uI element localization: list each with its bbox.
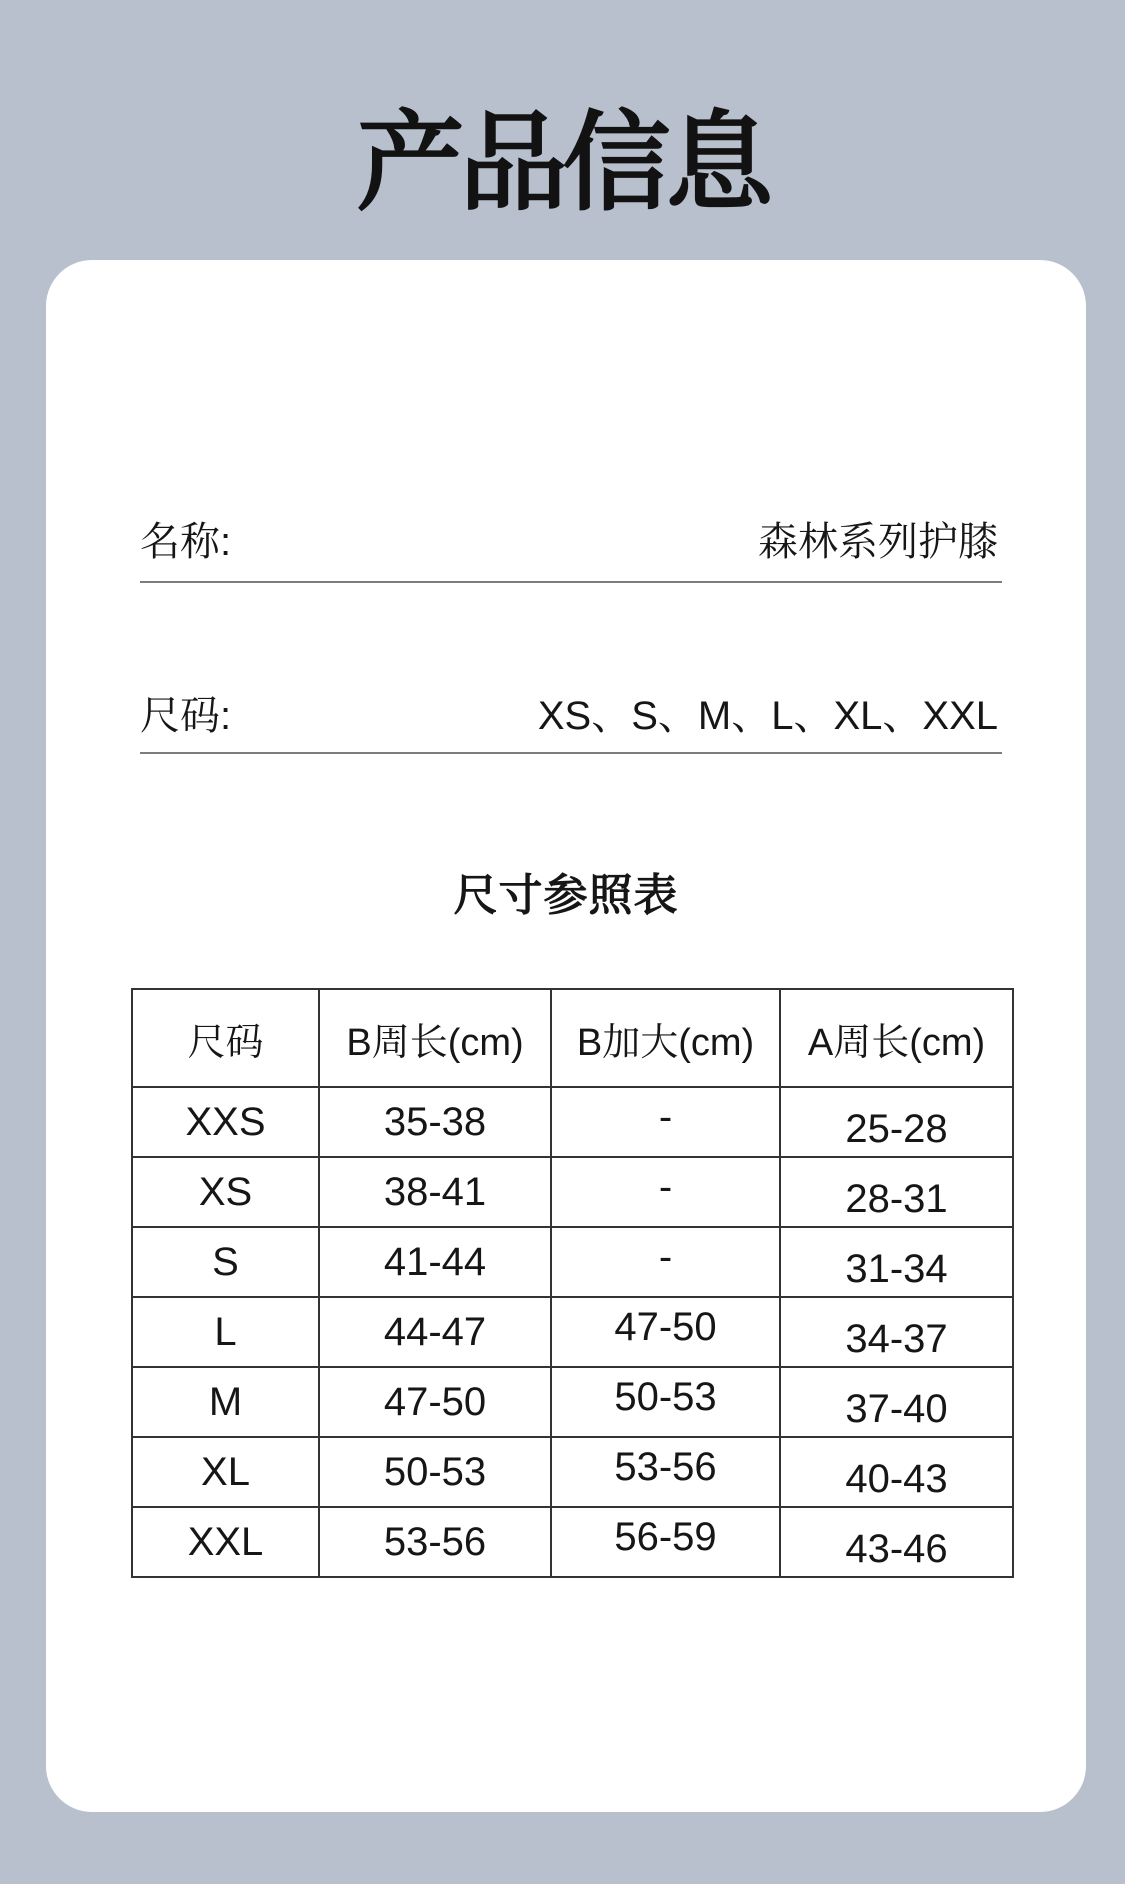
- table-cell: 35-38: [319, 1087, 551, 1157]
- table-cell: 38-41: [319, 1157, 551, 1227]
- name-row: [140, 506, 998, 570]
- table-cell: M: [132, 1367, 319, 1437]
- table-row: [132, 1227, 1013, 1297]
- table-cell: XS: [132, 1157, 319, 1227]
- page-title: 产品信息: [356, 102, 769, 223]
- table-row: [132, 1367, 1013, 1437]
- name-label: 名称:: [140, 519, 232, 564]
- divider: [140, 581, 1002, 583]
- table-cell: XXS: [132, 1087, 319, 1157]
- table-cell: 41-44: [319, 1227, 551, 1297]
- table-cell: 25-28: [780, 1087, 1013, 1157]
- table-cell: 50-53: [551, 1367, 780, 1437]
- table-cell: -: [551, 1157, 780, 1227]
- size-table-title: 尺寸参照表: [453, 871, 679, 920]
- col-header-b: B周长(cm): [319, 989, 551, 1087]
- table-cell: L: [132, 1297, 319, 1367]
- table-cell: 53-56: [551, 1437, 780, 1507]
- table-cell: 56-59: [551, 1507, 780, 1577]
- table-cell: 34-37: [780, 1297, 1013, 1367]
- table-row: [132, 1087, 1013, 1157]
- table-cell: XL: [132, 1437, 319, 1507]
- col-header-a: A周长(cm): [780, 989, 1013, 1087]
- product-card: [46, 260, 1086, 1812]
- size-row: [140, 680, 998, 744]
- name-value: 森林系列护膝: [758, 519, 998, 564]
- table-cell: 53-56: [319, 1507, 551, 1577]
- table-row: [132, 1507, 1013, 1577]
- table-cell: 40-43: [780, 1437, 1013, 1507]
- table-row: [132, 1297, 1013, 1367]
- table-cell: 43-46: [780, 1507, 1013, 1577]
- table-cell: 47-50: [551, 1297, 780, 1367]
- table-cell: 37-40: [780, 1367, 1013, 1437]
- table-cell: -: [551, 1227, 780, 1297]
- table-cell: 50-53: [319, 1437, 551, 1507]
- table-row: [132, 1157, 1013, 1227]
- table-cell: 28-31: [780, 1157, 1013, 1227]
- table-cell: -: [551, 1087, 780, 1157]
- table-cell: 47-50: [319, 1367, 551, 1437]
- col-header-b-plus: B加大(cm): [551, 989, 780, 1087]
- size-table: [131, 988, 1014, 1578]
- divider: [140, 752, 1002, 754]
- size-label: 尺码:: [140, 693, 232, 738]
- table-cell: 44-47: [319, 1297, 551, 1367]
- table-cell: 31-34: [780, 1227, 1013, 1297]
- table-row: [132, 1437, 1013, 1507]
- col-header-size: 尺码: [132, 989, 319, 1087]
- table-header-row: [132, 989, 1013, 1087]
- size-value: XS、S、M、L、XL、XXL: [537, 693, 998, 738]
- table-cell: S: [132, 1227, 319, 1297]
- table-cell: XXL: [132, 1507, 319, 1577]
